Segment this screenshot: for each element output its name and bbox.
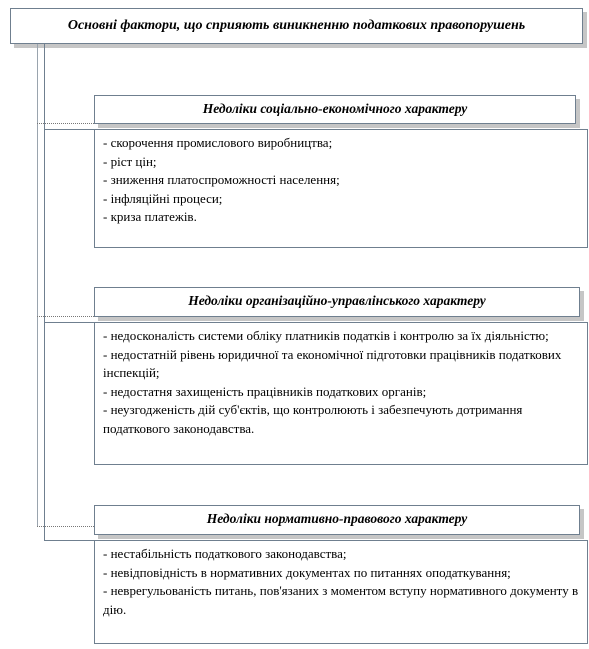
section-1-list (94, 129, 588, 248)
section-1-item: - криза платежів. (103, 209, 197, 224)
section-1-item: - скорочення промислового виробництва; (103, 135, 333, 150)
section-1-header (94, 95, 576, 124)
section-3-header (94, 505, 580, 535)
section-3-item: - неврегульованість питань, пов'язаних з моментом вступу нормативного документу в дію. (103, 583, 579, 617)
section-2-title: Недоліки організаційно-управлінського характеру (188, 293, 486, 308)
section-2-item: - недостатня захищеність працівників податкових органів; (103, 383, 427, 399)
section-3-item: - нестабільність податкового законодавства; (103, 546, 347, 561)
section-3-item: - невідповідність в нормативних документах по питаннях оподаткування; (103, 564, 511, 580)
connector-dots-3 (37, 526, 94, 527)
section-1-item: - зниження платоспроможності населення; (103, 172, 340, 187)
section-1-item: - інфляційні процеси; (103, 190, 223, 206)
section-2-list (94, 322, 588, 465)
connector-branch-1 (44, 129, 94, 130)
main-title-box (10, 8, 583, 44)
connector-branch-3 (44, 540, 94, 541)
section-3-list (94, 540, 588, 644)
connector-dots-2 (37, 316, 94, 317)
connector-branch-2 (44, 322, 94, 323)
section-2-item: - неузгодженість дій суб'єктів, що контролюють і забезпечують дотримання податкового законодавства. (103, 402, 523, 436)
section-2-item: - недостатній рівень юридичної та економічної підготовки працівників податкових інспекцій; (103, 346, 562, 380)
main-title: Основні фактори, що сприяють виникненню податкових правопорушень (67, 18, 526, 33)
connector-trunk-shadow (37, 44, 38, 526)
section-2-header (94, 287, 580, 317)
section-1-item: - ріст цін; (103, 153, 157, 169)
section-3-title: Недоліки нормативно-правового характеру (206, 511, 468, 526)
connector-dots-1 (37, 123, 94, 124)
section-2-item: - недосконалість системи обліку платників податків і контролю за їх діяльністю; (103, 328, 549, 343)
section-1-title: Недоліки соціально-економічного характеру (202, 101, 468, 116)
connector-trunk (44, 44, 45, 540)
